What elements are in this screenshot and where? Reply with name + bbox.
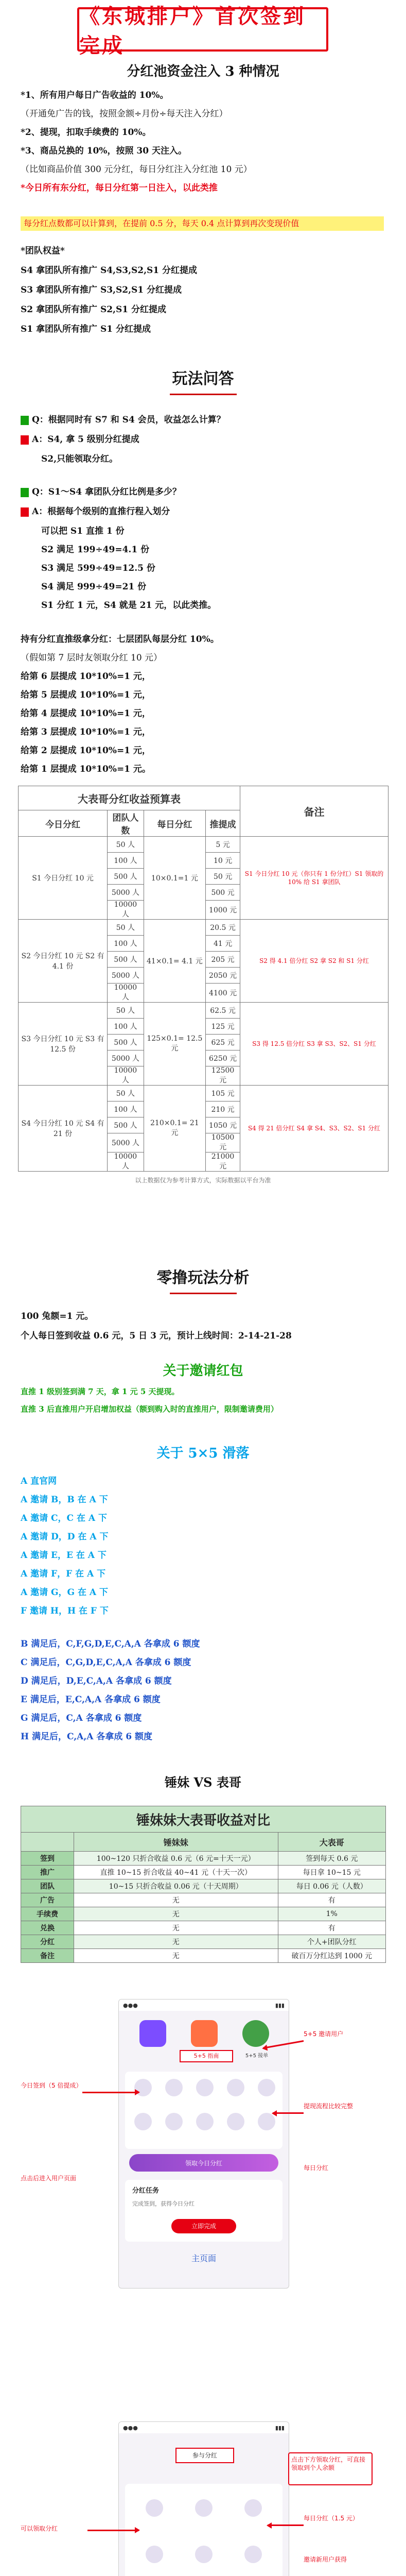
team-size: 100 人 [108,936,144,952]
qa-extra-3: 给第 6 层提成 10*10%=1 元， [21,671,151,682]
bonus-value: 20.5 元 [206,920,240,936]
qa-a2-line-4: S4 满足 999÷49=21 份 [41,582,147,592]
qa-heading-text: 玩法问答 [172,370,234,388]
zero-underline [170,1293,237,1294]
grid-icon[interactable] [244,2546,262,2563]
vs-row-label: 团队 [21,1879,74,1893]
a-marker [21,435,29,445]
qa-underline [170,394,237,395]
vs-row-label: 推广 [21,1866,74,1879]
result-line-6: H 满足后，C,A,A 各拿成 6 额度 [21,1732,153,1742]
col-header: 团队人数 [108,810,144,837]
team-size: 5000 人 [108,968,144,984]
group-label: S3 今日分红 10 元 S3 有 12.5 份 [19,1003,108,1086]
zero-heading-text: 零撸玩法分析 [156,1269,250,1287]
tile-label: 5+5 指南 [180,2050,233,2062]
five-line-1: A 直官网 [21,1476,57,1486]
team-size: 100 人 [108,853,144,869]
qa-a2-text: A：根据每个级别的直推行程入划分 [32,506,170,517]
team-line-2: S3 拿团队所有推广 S3,S2,S1 分红提成 [21,285,182,295]
annotation-arrow [87,2530,139,2531]
status-icons: ▮▮▮ [275,2424,285,2431]
status-bar [119,1999,289,2011]
grid-icon[interactable] [195,2546,213,2563]
team-line-4: S1 拿团队所有推广 S1 分红提成 [21,324,151,334]
qa-extra-2: （假如第 7 层时友领取分红 10 元） [21,653,163,663]
vs-cell: 无 [74,1921,278,1935]
table-side-title: 备注 [240,786,389,837]
grid-icon[interactable] [134,2113,152,2130]
table-title: 大表哥分红收益预算表 [19,786,240,810]
qa-extra-7: 给第 2 层提成 10*10%=1 元， [21,745,151,756]
qa-q2-text: Q：S1～S4 拿团队分红比例是多少？ [32,487,181,497]
col-header: 每日分红 [144,810,206,837]
bonus-value: 1000 元 [206,901,240,920]
bonus-value: 500 元 [206,885,240,901]
complete-now-button[interactable]: 立即完成 [171,2219,236,2233]
five-line-8: F 邀请 H，H 在 F 下 [21,1606,109,1616]
daily-bonus: 10×0.1=1 元 [144,837,206,920]
vs-title: 锤妹妹大表哥收益对比 [21,1806,386,1833]
group-note: S2 得 4.1 倍分红 S2 拿 S2 和 S1 分红 [240,920,389,1003]
five-line-7: A 邀请 G，G 在 A 下 [21,1587,109,1598]
group-label: S2 今日分红 10 元 S2 有 4.1 份 [19,920,108,1003]
annotation-arrow [268,2524,304,2526]
vs-cell: 无 [74,1935,278,1949]
qa-a2-line-3: S3 满足 599÷49=12.5 份 [41,563,155,573]
daily-bonus: 210×0.1= 21 元 [144,1086,206,1172]
bonus-value: 210 元 [206,1101,240,1117]
vs-cell: 无 [74,1949,278,1963]
annotation: 提现流程比较完整 [304,2103,354,2110]
vs-col-a: 锤妹妹 [74,1833,278,1852]
intro-line-6: *今日所有东分红，每日分红第一日注入，以此类推 [21,183,218,193]
team-size: 500 人 [108,869,144,885]
phone-screenshot-bonus [118,2421,289,2576]
vs-row-label: 签到 [21,1852,74,1866]
result-line-2: C 满足后，C,G,D,E,C,A,A 各拿成 6 额度 [21,1657,191,1668]
qa-extra-4: 给第 5 层提成 10*10%=1 元， [21,690,151,700]
five-line-3: A 邀请 C，C 在 A 下 [21,1513,108,1523]
qa-a1b: S2,只能领取分红。 [41,454,118,464]
bonus-value: 50 元 [206,869,240,885]
team-size: 500 人 [108,952,144,968]
grid-icon[interactable] [146,2546,163,2563]
status-bar [119,2422,289,2433]
feature-grid-card [125,2072,283,2149]
bonus-task-card [125,2180,283,2242]
qa-a2-line-1: 可以把 S1 直推 1 份 [41,526,125,536]
intro-line-3: *2、提现，扣取手续费的 10%。 [21,127,151,138]
a-marker [21,507,29,517]
annotation-arrow [82,2092,139,2093]
team-size: 50 人 [108,1086,144,1101]
bonus-value: 21000 元 [206,1153,240,1172]
join-bonus-button[interactable]: 参与分红 [175,2448,234,2463]
bonus-value: 12500 元 [206,1066,240,1086]
grid-icon[interactable] [196,2079,214,2096]
group-note: S4 得 21 倍分红 S4 拿 S4、S3、S2、S1 分红 [240,1086,389,1172]
bonus-value: 62.5 元 [206,1003,240,1019]
qa-a2 [21,504,170,517]
annotation: 点击后进入用户页面 [21,2175,77,2182]
result-line-4: E 满足后，E,C,A,A 各拿成 6 额度 [21,1694,161,1705]
team-size: 10000 人 [108,1066,144,1086]
five-line-6: A 邀请 F，F 在 A 下 [21,1569,106,1579]
invite-line-2: 直推 3 后直推用户开启增加权益（额到购入时的直推用户，限制邀请费用） [21,1404,278,1414]
five-line-5: A 邀请 E，E 在 A 下 [21,1550,107,1561]
bonus-value: 205 元 [206,952,240,968]
vs-cell: 1% [278,1907,386,1921]
group-label: S4 今日分红 10 元 S4 有 21 份 [19,1086,108,1172]
title-banner [77,4,328,58]
group-note: S1 今日分红 10 元（你只有 1 份分红）S1 领取的 10% 给 S1 拿团队 [240,837,389,920]
team-size: 50 人 [108,837,144,853]
bonus-forecast-table [18,786,389,1172]
table-footnote: 以上数据仅为参考计算方式，实际数据以平台为准 [135,1177,271,1184]
tile-label: 5+5 接单 [245,2053,269,2059]
qa-a1 [21,432,139,445]
team-size: 10000 人 [108,1153,144,1172]
intro-line-1: *1、所有用户每日广告收益的 10%。 [21,90,169,100]
grid-icon[interactable] [146,2499,163,2517]
bonus-value: 10500 元 [206,1133,240,1153]
five-heading: 关于 5×5 滑落 [156,1446,250,1461]
vs-cell: 有 [278,1921,386,1935]
grid-icon[interactable] [227,2079,244,2096]
vs-cell: 100~120 只折合收益 0.6 元（6 元=十天一元） [74,1852,278,1866]
vs-row-label: 分红 [21,1935,74,1949]
team-size: 5000 人 [108,885,144,901]
yellow-note: 每分红点数都可以计算到，在提前 0.5 分，每天 0.4 点计算到再次变现价值 [21,216,384,231]
group-label: S1 今日分红 10 元 [19,837,108,920]
team-size: 10000 人 [108,984,144,1003]
annotation: 5+5 邀请用户 [304,2030,344,2038]
grid-icon[interactable] [195,2499,213,2517]
vs-cell: 有 [278,1893,386,1907]
status-time: ●●● [123,2002,138,2009]
team-heading: *团队权益* [21,246,65,256]
annotation: 今日签到（5 倍提成） [21,2082,82,2089]
annotation: 每日分红 [304,2164,329,2172]
vs-corner [21,1833,74,1852]
qa-extra-8: 给第 1 层提成 10*10%=1 元。 [21,764,151,774]
app-tile-icon[interactable] [242,2020,269,2047]
page-title: 《东城排户》首次签到完成 [79,4,306,58]
intro-line-2: （开通免广告的钱，按照金额÷月份÷每天注入分红） [21,109,228,119]
invite-heading: 关于邀请红包 [163,1363,243,1379]
bonus-value: 625 元 [206,1035,240,1050]
claim-bonus-button[interactable]: 领取今日分红 [129,2154,278,2172]
q-marker [21,416,29,425]
bonus-value: 2050 元 [206,968,240,984]
team-size: 50 人 [108,920,144,936]
bonus-value: 10 元 [206,853,240,869]
vs-cell: 每日拿 10~15 元 [278,1866,386,1879]
vs-cell: 无 [74,1893,278,1907]
annotation-arrow [273,2112,304,2114]
team-line-1: S4 拿团队所有推广 S4,S3,S2,S1 分红提成 [21,265,198,276]
grid-icon[interactable] [196,2113,214,2130]
five-line-2: A 邀请 B，B 在 A 下 [21,1495,108,1505]
intro-line-5: （比如商品价值 300 元分红，每日分红注入分红池 10 元） [21,164,252,175]
invite-line-1: 直推 1 级别签到满 7 天，拿 1 元 5 天提现。 [21,1387,180,1396]
vs-col-b: 大表哥 [278,1833,386,1852]
grid-icon[interactable] [258,2079,275,2096]
main-page-label: 主页面 [191,2253,216,2263]
vs-cell: 无 [74,1907,278,1921]
team-size: 50 人 [108,1003,144,1019]
team-size: 5000 人 [108,1050,144,1066]
result-line-3: D 满足后，D,E,C,A,A 各拿成 6 额度 [21,1676,172,1686]
annotation: 可以领取分红 [21,2525,58,2532]
vs-cell: 10~15 只折合收益 0.06 元（十天周期） [74,1879,278,1893]
phone-screenshot-home [118,1999,289,2289]
bonus-grid-card [125,2484,283,2576]
grid-icon[interactable] [165,2079,183,2096]
vs-cell: 每日 0.06 元（人数） [278,1879,386,1893]
grid-icon[interactable] [227,2113,244,2130]
qa-extra-1: 持有分红直推级拿分红：七层团队每层分红 10%。 [21,634,219,645]
vs-cell: 直推 10~15 折合收益 40~41 元（十天一次） [74,1866,278,1879]
group-note: S3 得 12.5 倍分红 S3 拿 S3、S2、S1 分红 [240,1003,389,1086]
team-line-3: S2 拿团队所有推广 S2,S1 分红提成 [21,304,166,315]
zero-heading [0,1265,406,1294]
status-time: ●●● [123,2424,138,2431]
qa-a2-line-5: S1 分红 1 元，S4 就是 21 元，以此类推。 [41,600,217,611]
vs-row-label: 兑换 [21,1921,74,1935]
team-size: 10000 人 [108,901,144,920]
grid-icon[interactable] [244,2499,262,2517]
vs-heading: 锤妹 VS 表哥 [165,1775,241,1790]
qa-heading [0,366,406,395]
card-text: 完成签到，获得今日分红 [132,2200,195,2207]
bonus-value: 6250 元 [206,1050,240,1066]
daily-bonus: 41×0.1= 4.1 元 [144,920,206,1003]
app-tile-icon[interactable] [191,2020,218,2047]
vs-row-label: 广告 [21,1893,74,1907]
qa-a1-text: A：S4, 拿 5 级别分红提成 [32,434,139,445]
grid-icon[interactable] [165,2113,183,2130]
vs-cell: 破百万分红达到 1000 元 [278,1949,386,1963]
qa-extra-5: 给第 4 层提成 10*10%=1 元， [21,708,151,719]
vs-row-label: 手续费 [21,1907,74,1921]
status-icons: ▮▮▮ [275,2002,285,2009]
vs-table [21,1806,386,1963]
five-line-4: A 邀请 D，D 在 A 下 [21,1532,109,1542]
bonus-value: 41 元 [206,936,240,952]
qa-q1-text: Q：根据同时有 S7 和 S4 会员，收益怎么计算？ [32,415,225,425]
annotation: 每日分红（1.5 元） [304,2515,359,2522]
annotation: 点击下方领取分红，可直接领取到个人余额 [291,2456,366,2471]
team-size: 100 人 [108,1019,144,1035]
bonus-value: 1050 元 [206,1117,240,1133]
bonus-value: 4100 元 [206,984,240,1003]
team-size: 5000 人 [108,1133,144,1153]
qa-extra-6: 给第 3 层提成 10*10%=1 元， [21,727,151,737]
result-line-5: G 满足后，C,A 各拿成 6 额度 [21,1713,142,1723]
col-header: 推提成 [206,810,240,837]
intro-line-4: *3、商品兑换的 10%，按照 30 天注入。 [21,146,187,156]
qa-q1 [21,412,225,425]
q-marker [21,488,29,497]
intro-heading: 分红池资金注入 3 种情况 [127,64,279,79]
app-tile-icon[interactable] [139,2020,166,2047]
vs-cell: 个人+团队分红 [278,1935,386,1949]
qa-a2-line-2: S2 满足 199÷49=4.1 份 [41,545,150,555]
team-size: 500 人 [108,1117,144,1133]
team-size: 100 人 [108,1101,144,1117]
vs-row-label: 备注 [21,1949,74,1963]
vs-cell: 签到每天 0.6 元 [278,1852,386,1866]
bonus-value: 5 元 [206,837,240,853]
bonus-value: 125 元 [206,1019,240,1035]
annotation: 邀请新用户获得 [304,2556,347,2563]
result-line-1: B 满足后，C,F,G,D,E,C,A,A 各拿成 6 额度 [21,1639,200,1649]
col-header: 今日分红 [19,810,108,837]
zero-line-1: 100 兔额=1 元。 [21,1311,94,1321]
card-title: 分红任务 [132,2187,160,2195]
bonus-value: 105 元 [206,1086,240,1101]
team-size: 500 人 [108,1035,144,1050]
daily-bonus: 125×0.1= 12.5 元 [144,1003,206,1086]
zero-line-2: 个人每日签到收益 0.6 元，5 日 3 元，预计上线时间：2-14-21-28 [21,1331,292,1341]
qa-q2 [21,484,181,497]
